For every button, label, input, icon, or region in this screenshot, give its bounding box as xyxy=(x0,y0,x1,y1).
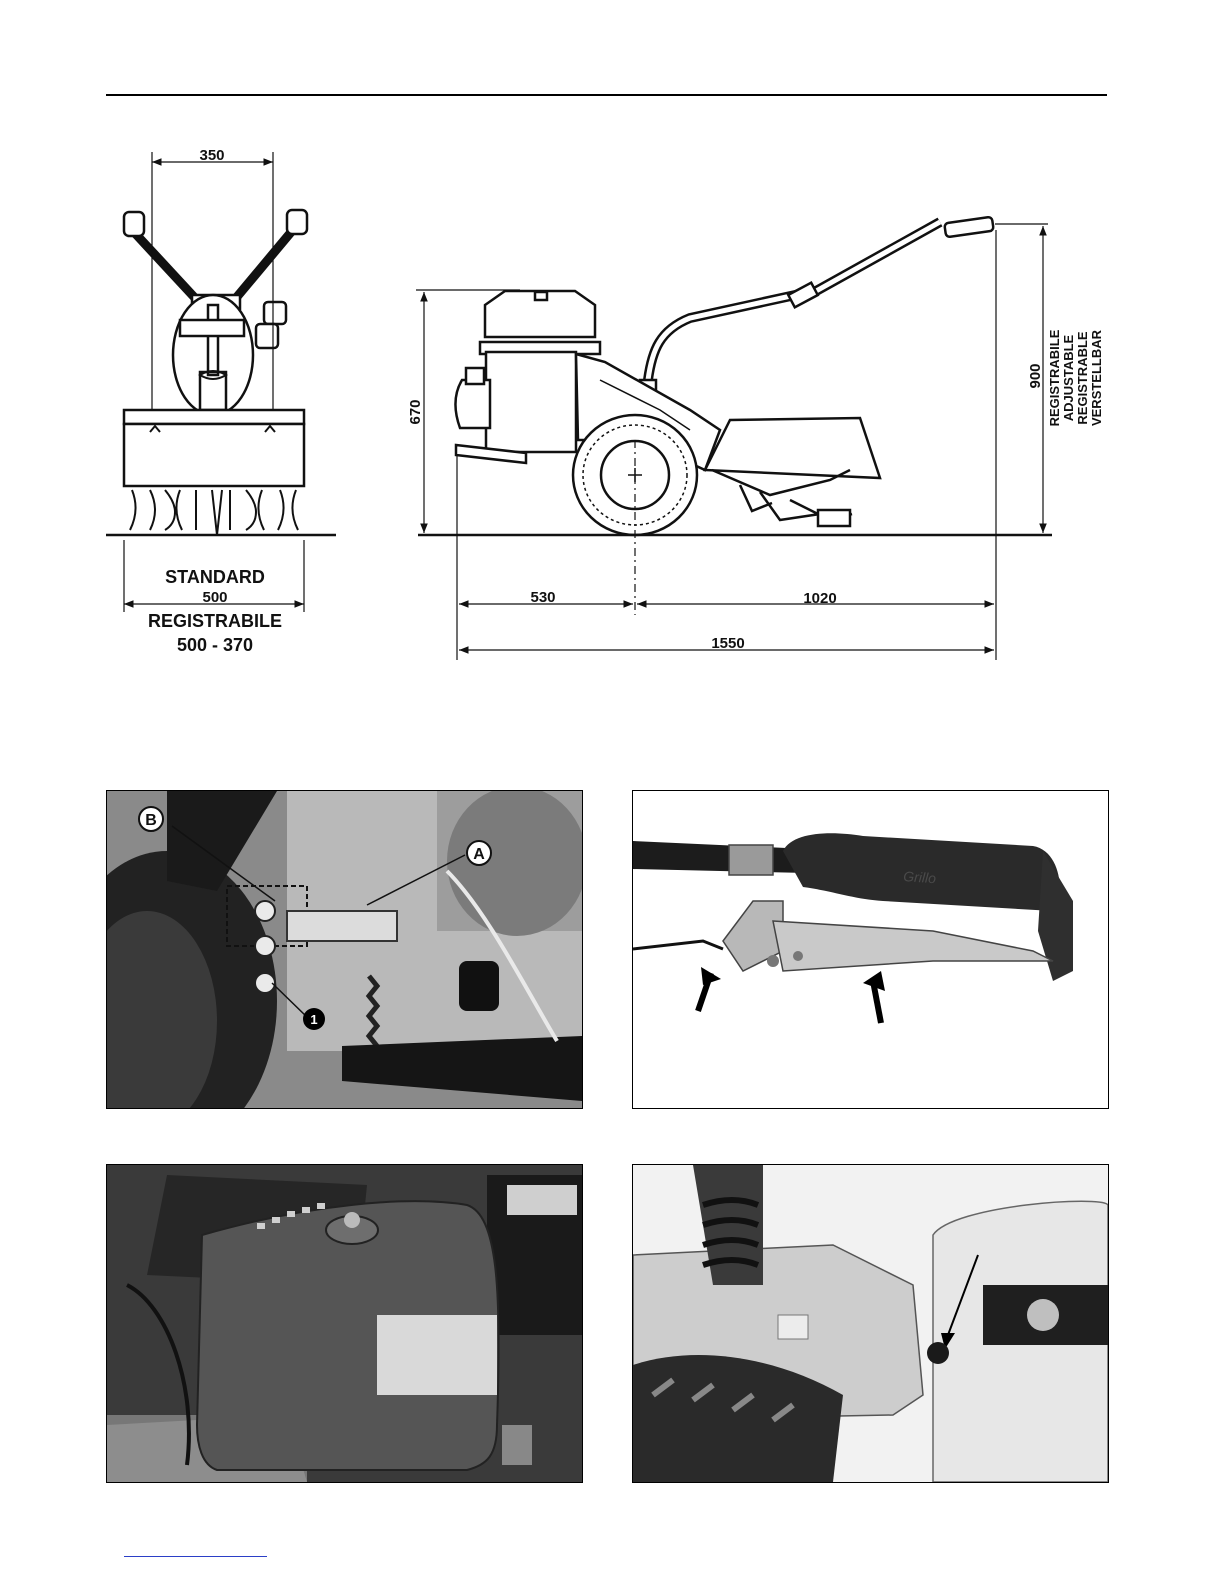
photo-engine-tank xyxy=(106,1164,583,1483)
length-front-label: 530 xyxy=(530,589,556,606)
note-registrable: REGISTRABLE xyxy=(1075,331,1090,425)
gear-knob xyxy=(927,1342,949,1364)
front-view xyxy=(124,210,307,535)
dimension-drawing xyxy=(0,0,1224,700)
length-total-label: 1550 xyxy=(711,635,745,652)
standard-value: 500 xyxy=(202,589,228,606)
height-handle-notes xyxy=(1047,329,1104,426)
note-registrabile: REGISTRABILE xyxy=(1047,329,1062,427)
note-verstellbar: VERSTELLBAR xyxy=(1089,329,1104,427)
side-view xyxy=(455,217,993,535)
photo-gear-lever xyxy=(632,1164,1109,1483)
footer-link-underline xyxy=(124,1556,267,1557)
length-rear-label: 1020 xyxy=(803,590,837,607)
adjustable-range: 500 - 370 xyxy=(176,635,254,655)
adjustable-label: REGISTRABILE xyxy=(147,611,283,631)
callout-1-label: 1 xyxy=(310,1012,318,1027)
height-engine-label: 670 xyxy=(407,399,424,425)
photo-clutch-adjustment xyxy=(106,790,583,1109)
height-handle-label: 900 xyxy=(1027,363,1044,389)
note-adjustable: ADJUSTABLE xyxy=(1061,334,1076,422)
width-handlebar-label: 350 xyxy=(199,147,225,164)
photo-handlebar-lever xyxy=(632,790,1109,1109)
standard-label: STANDARD xyxy=(165,567,265,587)
callout-a-label: A xyxy=(473,846,485,863)
grip-brand-label: Grillo xyxy=(902,868,937,887)
callout-b-label: B xyxy=(145,812,157,829)
